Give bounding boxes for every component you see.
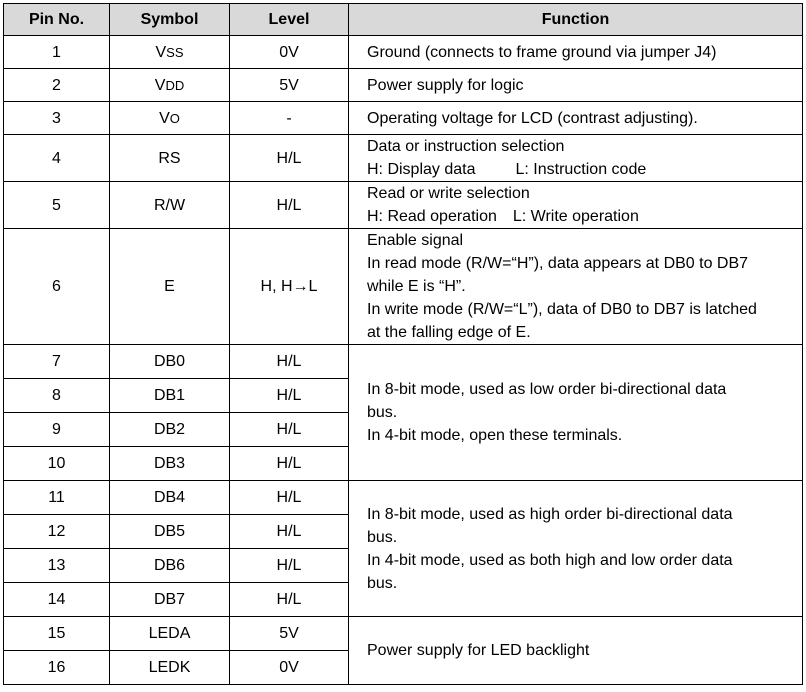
header-row [4, 4, 803, 36]
function-line: while E is “H”. [367, 278, 466, 295]
level-cell: H/L [230, 549, 349, 583]
level-cell: H/L [230, 413, 349, 447]
symbol-main: V [155, 43, 167, 61]
pin-number: 5 [4, 182, 110, 229]
symbol-cell: DB0 [110, 345, 230, 379]
table-row [4, 36, 803, 69]
level-cell: 5V [230, 617, 349, 651]
function-line: bus. [367, 404, 398, 421]
pin-number: 12 [4, 515, 110, 549]
pin-number: 3 [4, 102, 110, 135]
function-line: In 4-bit mode, used as both high and low order data [367, 551, 733, 569]
symbol-cell: RS [110, 135, 230, 182]
symbol-cell: DB2 [110, 413, 230, 447]
header-symbol: Symbol [110, 4, 230, 36]
function-line: In 4-bit mode, open these terminals. [367, 427, 623, 444]
function-high: H: Read operation [367, 208, 497, 225]
pin-number: 13 [4, 549, 110, 583]
level-cell: H/L [230, 182, 349, 229]
header-pin-no: Pin No. [4, 4, 110, 36]
function-line: Data or instruction selection [367, 138, 565, 155]
pin-number: 8 [4, 379, 110, 413]
symbol-main: V [159, 109, 170, 127]
level-cell: H/L [230, 379, 349, 413]
table-row [4, 135, 803, 182]
function-line: bus. [367, 574, 398, 592]
pin-number: 9 [4, 413, 110, 447]
function-high: H: Display data [367, 161, 476, 178]
function-line: Read or write selection [367, 185, 530, 202]
table-row [4, 69, 803, 102]
symbol-cell [110, 36, 230, 69]
symbol-main: V [154, 76, 166, 94]
function-line: In write mode (R/W=“L”), data of DB0 to DB7 is latched [367, 301, 757, 318]
pin-number: 10 [4, 447, 110, 481]
table-row [4, 345, 803, 379]
level-cell: 0V [230, 36, 349, 69]
symbol-cell: DB3 [110, 447, 230, 481]
level-cell: H/L [230, 135, 349, 182]
function-line [367, 158, 798, 181]
symbol-sub: DD [165, 77, 185, 93]
symbol-cell: DB6 [110, 549, 230, 583]
pin-number: 2 [4, 69, 110, 102]
level-cell: H/L [230, 481, 349, 515]
function-line [367, 205, 798, 228]
function-cell: Operating voltage for LCD (contrast adjusting). [349, 102, 803, 135]
header-function: Function [349, 4, 803, 36]
function-line: In 8-bit mode, used as low order bi-directional data [367, 381, 727, 398]
function-cell [349, 182, 803, 229]
level-cell: H/L [230, 515, 349, 549]
function-low: L: Write operation [512, 208, 639, 225]
table-row [4, 182, 803, 229]
function-cell: Ground (connects to frame ground via jumper J4) [349, 36, 803, 69]
symbol-cell: E [110, 229, 230, 345]
symbol-cell: DB7 [110, 583, 230, 617]
table-row [4, 102, 803, 135]
function-cell-led: Power supply for LED backlight [349, 617, 803, 685]
level-cell: H, H→L [230, 229, 349, 345]
level-cell: 0V [230, 651, 349, 685]
function-line: Enable signal [367, 232, 464, 249]
function-line: In read mode (R/W=“H”), data appears at DB0 to DB7 [367, 255, 749, 272]
symbol-cell: DB1 [110, 379, 230, 413]
level-cell: 5V [230, 69, 349, 102]
pin-number: 6 [4, 229, 110, 345]
pin-number: 11 [4, 481, 110, 515]
symbol-cell: DB4 [110, 481, 230, 515]
function-line: In 8-bit mode, used as high order bi-directional data [367, 505, 733, 523]
level-cell: H/L [230, 447, 349, 481]
level-cell: H/L [230, 345, 349, 379]
table-row [4, 481, 803, 515]
pin-number: 15 [4, 617, 110, 651]
function-line: at the falling edge of E. [367, 324, 531, 341]
function-line: bus. [367, 528, 398, 546]
symbol-cell: R/W [110, 182, 230, 229]
pin-number: 14 [4, 583, 110, 617]
symbol-sub: O [169, 110, 180, 126]
pin-number: 7 [4, 345, 110, 379]
symbol-cell [110, 69, 230, 102]
table-row [4, 229, 803, 345]
symbol-cell: DB5 [110, 515, 230, 549]
symbol-cell [110, 102, 230, 135]
function-cell: Power supply for logic [349, 69, 803, 102]
function-cell [349, 229, 803, 345]
header-level: Level [230, 4, 349, 36]
function-cell-high-bus [349, 481, 803, 617]
function-low: L: Instruction code [515, 161, 647, 178]
symbol-cell: LEDK [110, 651, 230, 685]
table-row [4, 617, 803, 651]
symbol-cell: LEDA [110, 617, 230, 651]
function-cell-low-bus [349, 345, 803, 481]
pin-number: 16 [4, 651, 110, 685]
pin-number: 1 [4, 36, 110, 69]
level-cell: - [230, 102, 349, 135]
function-cell [349, 135, 803, 182]
symbol-sub: SS [166, 44, 184, 60]
pin-table [3, 3, 803, 685]
level-cell: H/L [230, 583, 349, 617]
pin-number: 4 [4, 135, 110, 182]
